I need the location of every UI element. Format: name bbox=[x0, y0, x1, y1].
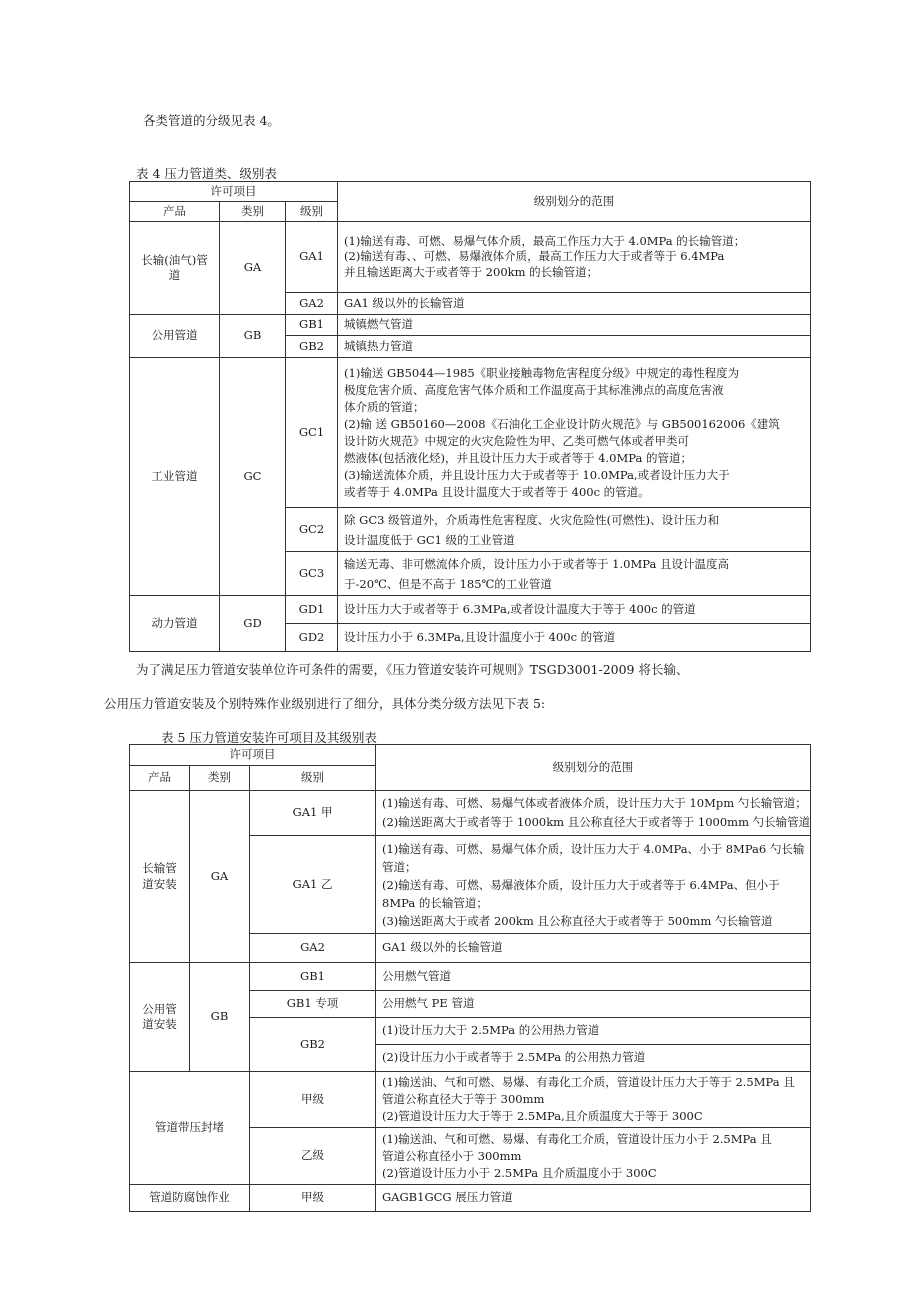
t5-gb1s-scope: 公用燃气 PE 管道 bbox=[376, 991, 811, 1018]
t5-header-category: 类别 bbox=[190, 766, 250, 791]
t5-ga-category: GA bbox=[190, 791, 250, 963]
t5-gb-category: GB bbox=[190, 963, 250, 1072]
t4-gd2-scope: 设计压力小于 6.3MPa,且设计温度小于 400c 的管道 bbox=[338, 624, 811, 652]
table4 bbox=[129, 181, 811, 652]
t4-gb-category: GB bbox=[220, 315, 286, 358]
t4-gd-category: GD bbox=[220, 596, 286, 652]
t4-gb-product: 公用管道 bbox=[130, 315, 220, 358]
table5-caption: 表 5 压力管道安装许可项目及其级别表 bbox=[161, 730, 377, 745]
t4-ga2-scope: GA1 级以外的长输管道 bbox=[338, 293, 811, 315]
paragraph-line-1: 为了满足压力管道安装单位许可条件的需要，《压力管道安装许可规则》TSGD3001-2009 将长输、 bbox=[136, 662, 689, 677]
t4-header-level: 级别 bbox=[286, 202, 338, 222]
t5-ga1a-level: GA1 甲 bbox=[250, 791, 376, 836]
t4-gc2-scope: 除 GC3 级管道外，介质毒性危害程度、火灾危险性(可燃性)、设计压力和 设计温度低于 GC1 级的工业管道 bbox=[338, 508, 811, 552]
t4-gc1-scope: (1)输送 GB5044—1985《职业接触毒物危害程度分级》中规定的毒性程度为 极度危害介质、高度危害气体介质和工作温度高于其标准沸点的高度危害液 体介质的管道； (2)输 送 GB50160—2008《石油化工企业设计防火规范》与 GB500162006《建筑 设计防火规范》中规定的火灾危险性为甲、乙类可燃气体或者甲类可 燃液体(包括液化烃)，并且设计压力大于或者等于 4.0MPa 的管道； (3)输送流体介质，并且设计压力大于或者等于 10.0MPa,或者设计压力大于 或者等于 4.0MPa 且设计温度大于或者等于 400c 的管道。 bbox=[338, 358, 811, 508]
t5-header-level: 级别 bbox=[250, 766, 376, 791]
t5-ga1a-scope: (1)输送有毒、可燃、易爆气体或者液体介质，设计压力大于 10Mpm 勺长输管道； (2)输送距离大于或者等于 1000km 且公称直径大于或者等于 1000mm 勺长输管道 bbox=[376, 791, 811, 836]
t5-ga1b-level: GA1 乙 bbox=[250, 836, 376, 934]
t4-gc3-scope: 输送无毒、非可燃流体介质，设计压力小于或者等于 1.0MPa 且设计温度高 于-20℃、但是不高于 185℃的工业管道 bbox=[338, 552, 811, 596]
t4-gb1-scope: 城镇燃气管道 bbox=[338, 315, 811, 336]
t4-gd2-level: GD2 bbox=[286, 624, 338, 652]
t5-ga2-level: GA2 bbox=[250, 934, 376, 963]
t5-gb1s-level: GB1 专项 bbox=[250, 991, 376, 1018]
t5-gb2-scope-b: (2)设计压力小于或者等于 2.5MPa 的公用热力管道 bbox=[376, 1045, 811, 1072]
t4-header-product: 产品 bbox=[130, 202, 220, 222]
t4-ga2-level: GA2 bbox=[286, 293, 338, 315]
t5-header-product: 产品 bbox=[130, 766, 190, 791]
t5-anticorrosion-level: 甲级 bbox=[250, 1185, 376, 1212]
t5-gb1-level: GB1 bbox=[250, 963, 376, 991]
t4-gc2-level: GC2 bbox=[286, 508, 338, 552]
t4-ga1-level: GA1 bbox=[286, 222, 338, 293]
t5-sealing-b-scope: (1)输送油、气和可燃、易爆、有毒化工介质，管道设计压力小于 2.5MPa 且 管道公称直径小于 300mm (2)管道设计压力小于 2.5MPa 且介质温度小于 300C bbox=[376, 1128, 811, 1185]
t4-gb2-scope: 城镇热力管道 bbox=[338, 336, 811, 358]
paragraph-line-2: 公用压力管道安装及个别特殊作业级别进行了细分，具体分类分级方法见下表 5: bbox=[104, 696, 546, 711]
t4-gd-product: 动力管道 bbox=[130, 596, 220, 652]
t5-header-scope: 级别划分的范围 bbox=[376, 745, 811, 791]
t5-gb1-scope: 公用燃气管道 bbox=[376, 963, 811, 991]
t4-gd1-level: GD1 bbox=[286, 596, 338, 624]
t5-sealing-a-level: 甲级 bbox=[250, 1072, 376, 1128]
t5-sealing-b-level: 乙级 bbox=[250, 1128, 376, 1185]
t4-header-scope: 级别划分的范围 bbox=[338, 182, 811, 222]
t5-sealing-a-scope: (1)输送油、气和可燃、易爆、有毒化工介质，管道设计压力大于等于 2.5MPa 且 管道公称直径大于等于 300mm (2)管道设计压力大于等于 2.5MPa,且介质温度大于等于 300C bbox=[376, 1072, 811, 1128]
table5 bbox=[129, 744, 811, 1212]
t5-gb-product: 公用管 道安装 bbox=[130, 963, 190, 1072]
t4-ga-product: 长输(油气)管道 bbox=[130, 222, 220, 315]
t4-ga1-scope: (1)输送有毒、可燃、易爆气体介质，最高工作压力大于 4.0MPa 的长输管道； (2)输送有毒、、可燃、易爆液体介质，最高工作压力大于或者等于 6.4MPa 并且输送距离大于或者等于 200km 的长输管道； bbox=[338, 222, 811, 293]
t4-gc-category: GC bbox=[220, 358, 286, 596]
t5-anticorrosion-scope: GAGB1GCG 展压力管道 bbox=[376, 1185, 811, 1212]
t5-header-permit: 许可项目 bbox=[130, 745, 376, 766]
t5-gb2-scope-a: (1)设计压力大于 2.5MPa 的公用热力管道 bbox=[376, 1018, 811, 1045]
t5-gb2-level: GB2 bbox=[250, 1018, 376, 1072]
t4-gb2-level: GB2 bbox=[286, 336, 338, 358]
t4-ga-category: GA bbox=[220, 222, 286, 315]
intro-paragraph: 各类管道的分级见表 4。 bbox=[143, 113, 280, 128]
t4-header-category: 类别 bbox=[220, 202, 286, 222]
t5-sealing-product: 管道带压封堵 bbox=[130, 1072, 250, 1185]
table4-caption: 表 4 压力管道类、级别表 bbox=[136, 166, 277, 181]
t5-ga1b-scope: (1)输送有毒、可燃、易爆气体介质，设计压力大于 4.0MPa、小于 8MPa6 勺长输 管道； (2)输送有毒、可燃、易爆液体介质，设计压力大于或者等于 6.4MPa、但小于 8MPa 的长输管道； (3)输送距离大于或者 200km 且公称直径大于或者等于 500mm 勺长输管道 bbox=[376, 836, 811, 934]
t4-gc3-level: GC3 bbox=[286, 552, 338, 596]
t5-anticorrosion-product: 管道防腐蚀作业 bbox=[130, 1185, 250, 1212]
t4-header-permit: 许可项目 bbox=[130, 182, 338, 202]
t5-ga2-scope: GA1 级以外的长输管道 bbox=[376, 934, 811, 963]
t4-gc1-level: GC1 bbox=[286, 358, 338, 508]
t4-gd1-scope: 设计压力大于或者等于 6.3MPa,或者设计温度大于等于 400c 的管道 bbox=[338, 596, 811, 624]
t4-gb1-level: GB1 bbox=[286, 315, 338, 336]
t5-ga-product: 长输管 道安装 bbox=[130, 791, 190, 963]
t4-gc-product: 工业管道 bbox=[130, 358, 220, 596]
